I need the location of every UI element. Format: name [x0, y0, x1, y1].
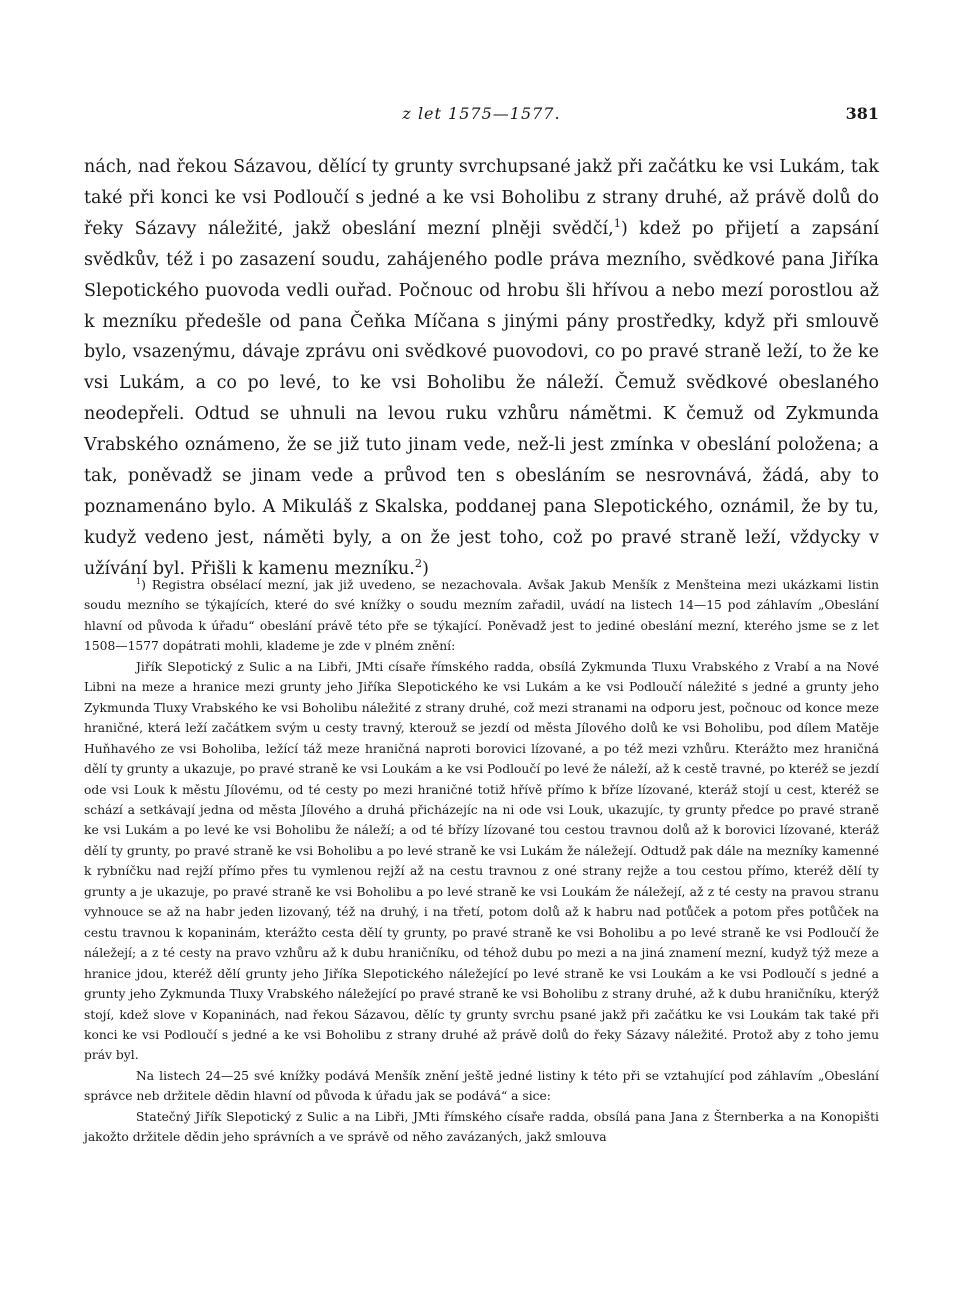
main-text-part-2: ) kdež po přijetí a zapsání svědkův, též i po zasazení soudu, zahájeného podle práva mezního, svědkové pana Jiříka Slepotického puovoda vedli ouřad. Počnouc od hrobu šli hřívou a nebo mezí porostlou až k mezníku předešle od pana Čeňka Míčana s jinými pány prostředky, když při smlouvě bylo, vsazenýmu, dávaje zprávu oni svědkové puovodovi, co po pravé straně leží, to že ke vsi Lukám, a co po levé, to ke vsi Boholibu že náleží. Čemuž svědkové obeslaného neodepřeli. Odtud se uhnuli na levou ruku vzhůru námětmi. K čemuž od Zykmunda Vrabského oznámeno, že se již tuto jinam vede, než-li jest zmínka v obeslání položena; a tak, poněvadž se jinam vede a průvod ten s obesláním se nesrovnává, žádá, aby to poznamenáno bylo. A Mikuláš z Skalska, poddanej pana Slepotického, oznámil, že by tu, kudyž vedeno jest, náměti byly, a on že jest toho, což po pravé straně leží, vždycky v užívání byl. Přišli k kamenu mezníku. — [84, 218, 879, 579]
footnotes — [84, 575, 879, 1148]
footnote-1 — [84, 575, 879, 657]
footnote-2-quote: Statečný Jiřík Slepotický z Sulic a na Libři, JMti římského císaře radda, obsílá pana Jana z Šternberka a na Konopišti jakožto držitele dědin jeho správních a ve správě od něho zavázaných, jakž smlouva — [84, 1109, 879, 1145]
main-paragraph — [84, 152, 879, 585]
page-number: 381 — [845, 104, 879, 123]
main-text-part-1: nách, nad řekou Sázavou, dělící ty grunty svrchupsané jakž při začátku ke vsi Lukám, tak také při konci ke vsi Podloučí s jedné a ke vsi Boholibu z strany druhé, až právě dolů do řeky Sázavy náležité, jakž obeslání mezní plněji svědčí, — [84, 157, 879, 239]
footnote-1-text: ) Registra obsélací mezní, jak již uvedeno, se nezachovala. Avšak Jakub Menšík z Menšteina mezi ukázkami listin soudu mezního se týkajících, které do své knížky o soudu mezním zařadil, uvádí na listech 14—15 pod záhlavím „Obeslání hlavní od původa k úřadu“ obeslání právě této pře se týkající. Poněvadž jest to jediné obeslání mezní, kterého jsme se z let 1508—1577 dopátrati mohli, klademe je zde v plném znění: — [84, 578, 879, 654]
footnote-1-marker: 1 — [136, 576, 142, 586]
main-text-part-3: ) — [422, 558, 429, 579]
footnote-1-quote: Jiřík Slepotický z Sulic a na Libři, JMti císaře římského radda, obsílá Zykmunda Tluxu Vrabského z Vrabí a na Nové Libni na meze a hranice mezi grunty jeho Jiříka Slepotického ke vsi Lukám a ke vsi Podloučí náležité s jedné a grunty jeho Zykmunda Tluxy Vrabského ke vsi Boholibu náležité z strany druhé, což mezi stranami na odporu jest, počnouc od konce meze hraničné, která leží začátkem svým u cesty travný, kterouž se jezdí od města Jílového dolů ke vsi Boholibu, pod dílem Matěje Huňhavého ze vsi Boholiba, ležící táž meze hraničná naproti borovici lízované, a po též mezi vzhůru. Kterážto mez hraničná dělí ty grunty a ukazuje, po pravé straně ke vsi Loukám a ke vsi Podloučí po levé že náleží, až k cestě travné, po kteréž se jezdí ode vsi Louk k městu Jílovému, od té cesty po mezi hraničné totiž hřívě přímo k bříze lízované, kteráž stojí u cest, kteréž se schází a setkávají jedna od města Jílového a druhá přicházejíc na ni ode vsi Louk, ukazujíc, ty grunty předce po pravé straně ke vsi Lukám a po levé ke vsi Boholibu že náleží; a od té břízy lízované tou cestou travnou dolů až k borovici lízované, kteráž dělí ty grunty, po pravé straně ke vsi Boholibu a po levé straně ke vsi Lukám že náležejí. Odtudž pak dále na mezníky kamenné k rybníčku nad rejží přímo přes tu vymlenou rejží až na cestu travnou z oné strany rejže a tou cestou přímo, kteréž dělí ty grunty a je ukazuje, po pravé straně ke vsi Boholibu a po levé straně ke vsi Loukám že náležejí, až z té cesty na pravou stranu vyhnouce se až na habr jeden lizovaný, též na druhý, i na třetí, potom dolů až k habru nad potůček a potom přes potůček na cestu travnou k kopaninám, kterážto cesta dělí ty grunty, po pravé straně ke vsi Boholibu a po levé straně ke vsi Podloučí že náležejí; a z té cesty na pravo vzhůru až k dubu hraničníku, od téhož dubu po mezi a na jiná znamení mezní, kudyž týž meze a hranice jdou, kteréž dělí grunty jeho Jiříka Slepotického náležející po levé straně ke vsi Loukám a ke vsi Podloučí s jedné a grunty jeho Zykmunda Tluxy Vrabského náležející po pravé straně ke vsi Boholibu z strany druhé, až k dubu hraničníku, kterýž stojí, kdež slove v Kopaninách, nad řekou Sázavou, dělíc ty grunty svrchu psané jakž při začátku ke vsi Loukám tak také při konci ke vsi Podloučí s jedné a ke vsi Boholibu z strany druhé až právě dolů do řeky Sázavy náležité. Protož aby z toho jemu práv byl. — [84, 659, 879, 1063]
running-title: z let 1575—1577. — [402, 104, 561, 123]
footnote-ref-2: 2 — [414, 555, 423, 570]
footnote-2-intro: Na listech 24—25 své knížky podává Menšík znění ještě jedné listiny k této při se vztahující pod záhlavím „Obeslání správce neb držitele dědin hlavní od původa k úřadu jak se podává“ a sice: — [84, 1068, 879, 1104]
page-header — [84, 100, 879, 126]
footnote-ref-1: 1 — [613, 215, 621, 230]
main-text — [84, 152, 879, 585]
